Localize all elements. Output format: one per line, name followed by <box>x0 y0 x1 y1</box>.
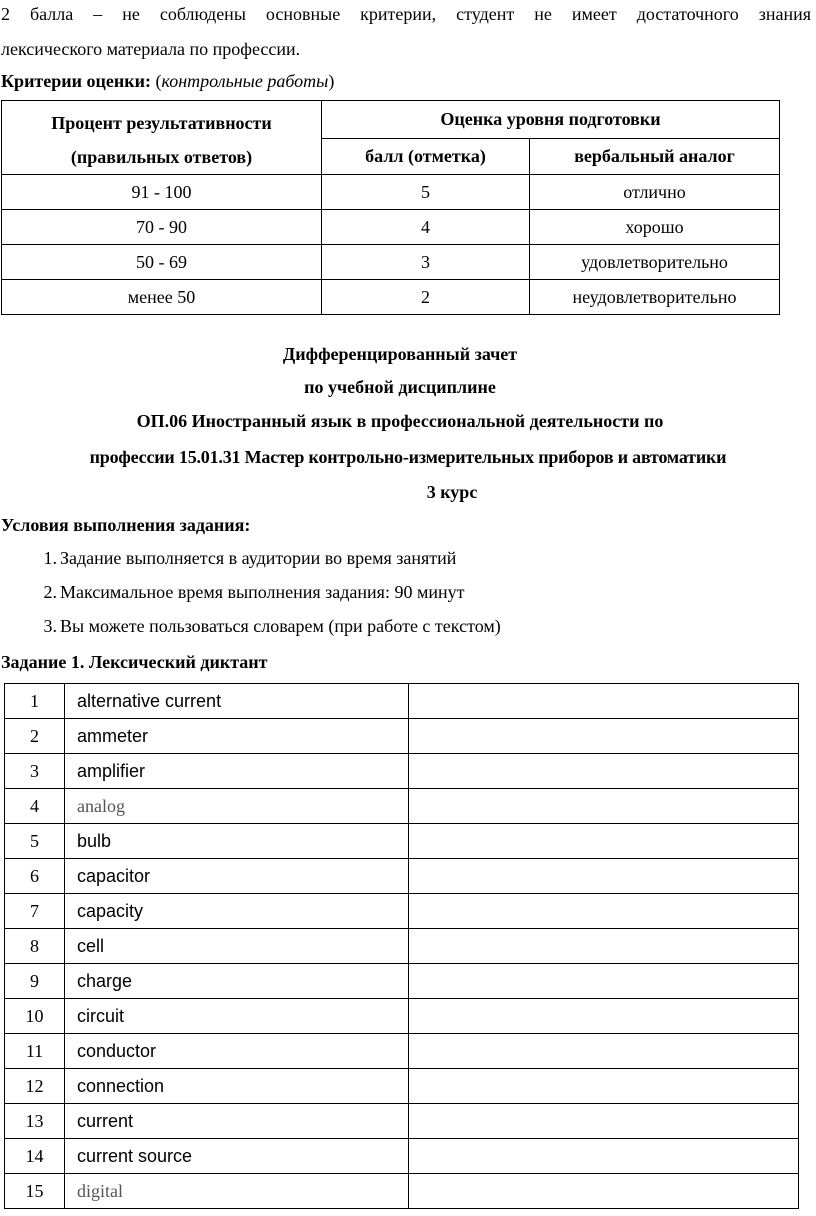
dictation-row <box>5 859 799 894</box>
conditions-heading: Условия выполнения задания: <box>1 515 251 535</box>
dictation-answer-cell <box>409 859 799 894</box>
criteria-type: контрольные работы <box>161 71 329 91</box>
criteria-row <box>2 175 780 210</box>
level-group-header: Оценка уровня подготовки <box>322 101 780 139</box>
verbal-cell: отлично <box>530 175 780 210</box>
dictation-answer-cell <box>409 1069 799 1104</box>
dictation-answer-cell <box>409 1139 799 1174</box>
condition-text: Задание выполняется в аудитории во время занятий <box>60 548 457 568</box>
criteria-label: Критерии оценки: <box>1 71 151 91</box>
criteria-row <box>2 245 780 280</box>
dictation-answer-cell <box>409 719 799 754</box>
percent-header <box>2 101 322 175</box>
verbal-cell: удовлетворительно <box>530 245 780 280</box>
dictation-row <box>5 1139 799 1174</box>
exam-profession: профессии 15.01.31 Мастер контрольно-измерительных приборов и автоматики <box>89 447 727 467</box>
dictation-row <box>5 719 799 754</box>
condition-text: Вы можете пользоваться словарем (при работе с текстом) <box>60 616 501 636</box>
conditions-list <box>0 546 501 648</box>
dictation-number: 10 <box>5 999 65 1034</box>
criteria-heading <box>1 71 811 91</box>
dictation-number: 15 <box>5 1174 65 1209</box>
dictation-term: digital <box>65 1174 409 1209</box>
dictation-number: 9 <box>5 964 65 999</box>
dictation-term: circuit <box>65 999 409 1034</box>
verbal-cell: хорошо <box>530 210 780 245</box>
criteria-paren-close: ) <box>328 71 335 91</box>
condition-number: 3. <box>43 616 57 636</box>
verbal-header: вербальный аналог <box>530 139 780 175</box>
dictation-row <box>5 824 799 859</box>
dictation-answer-cell <box>409 1034 799 1069</box>
score-cell: 3 <box>322 245 530 280</box>
dictation-term: alternative current <box>65 684 409 719</box>
dictation-row <box>5 789 799 824</box>
exam-discipline: ОП.06 Иностранный язык в профессиональной деятельности по <box>136 411 664 431</box>
dictation-number: 2 <box>5 719 65 754</box>
dictation-row <box>5 894 799 929</box>
dictation-answer-cell <box>409 1104 799 1139</box>
dictation-term: capacitor <box>65 859 409 894</box>
dictation-table <box>4 683 799 1209</box>
dictation-term: amplifier <box>65 754 409 789</box>
dictation-term: current <box>65 1104 409 1139</box>
dictation-row <box>5 1034 799 1069</box>
criteria-row <box>2 210 780 245</box>
percent-cell: 50 - 69 <box>2 245 322 280</box>
criteria-table <box>1 100 780 315</box>
condition-item <box>0 614 501 648</box>
dictation-term: ammeter <box>65 719 409 754</box>
dictation-row <box>5 1104 799 1139</box>
verbal-cell: неудовлетворительно <box>530 280 780 315</box>
dictation-row <box>5 1069 799 1104</box>
criteria-paren-open: ( <box>151 71 162 91</box>
dictation-row <box>5 1174 799 1209</box>
dictation-answer-cell <box>409 894 799 929</box>
dictation-row <box>5 964 799 999</box>
condition-text: Максимальное время выполнения задания: 90 минут <box>60 582 465 602</box>
condition-number: 2. <box>43 582 57 602</box>
exam-title: Дифференцированный зачет <box>282 344 518 364</box>
condition-item <box>0 546 501 580</box>
dictation-number: 6 <box>5 859 65 894</box>
intro-line-2: лексического материала по профессии. <box>1 39 301 59</box>
dictation-term: charge <box>65 964 409 999</box>
dictation-number: 11 <box>5 1034 65 1069</box>
condition-item <box>0 580 501 614</box>
exam-course: 3 курс <box>426 482 478 502</box>
dictation-term: bulb <box>65 824 409 859</box>
dictation-number: 12 <box>5 1069 65 1104</box>
dictation-answer-cell <box>409 999 799 1034</box>
percent-cell: 91 - 100 <box>2 175 322 210</box>
dictation-number: 4 <box>5 789 65 824</box>
dictation-answer-cell <box>409 789 799 824</box>
percent-cell: 70 - 90 <box>2 210 322 245</box>
criteria-row <box>2 280 780 315</box>
intro-line-1: 2 балла – не соблюдены основные критерии, студент не имеет достаточного знания <box>1 4 811 24</box>
dictation-number: 3 <box>5 754 65 789</box>
percent-header-line1: Процент результативности <box>51 113 272 133</box>
dictation-number: 5 <box>5 824 65 859</box>
dictation-number: 14 <box>5 1139 65 1174</box>
dictation-number: 1 <box>5 684 65 719</box>
dictation-term: connection <box>65 1069 409 1104</box>
score-header: балл (отметка) <box>322 139 530 175</box>
dictation-row <box>5 999 799 1034</box>
dictation-number: 8 <box>5 929 65 964</box>
percent-cell: менее 50 <box>2 280 322 315</box>
condition-number: 1. <box>43 548 57 568</box>
score-cell: 5 <box>322 175 530 210</box>
percent-header-line2: (правильных ответов) <box>70 147 253 167</box>
dictation-row <box>5 684 799 719</box>
dictation-row <box>5 754 799 789</box>
score-cell: 4 <box>322 210 530 245</box>
dictation-answer-cell <box>409 929 799 964</box>
dictation-answer-cell <box>409 684 799 719</box>
dictation-answer-cell <box>409 964 799 999</box>
dictation-row <box>5 929 799 964</box>
exam-subtitle: по учебной дисциплине <box>304 377 496 397</box>
task1-heading: Задание 1. Лексический диктант <box>1 652 268 672</box>
dictation-term: current source <box>65 1139 409 1174</box>
score-cell: 2 <box>322 280 530 315</box>
dictation-answer-cell <box>409 754 799 789</box>
dictation-answer-cell <box>409 1174 799 1209</box>
dictation-number: 7 <box>5 894 65 929</box>
dictation-term: analog <box>65 789 409 824</box>
dictation-number: 13 <box>5 1104 65 1139</box>
dictation-answer-cell <box>409 824 799 859</box>
dictation-term: capacity <box>65 894 409 929</box>
dictation-term: cell <box>65 929 409 964</box>
dictation-term: conductor <box>65 1034 409 1069</box>
